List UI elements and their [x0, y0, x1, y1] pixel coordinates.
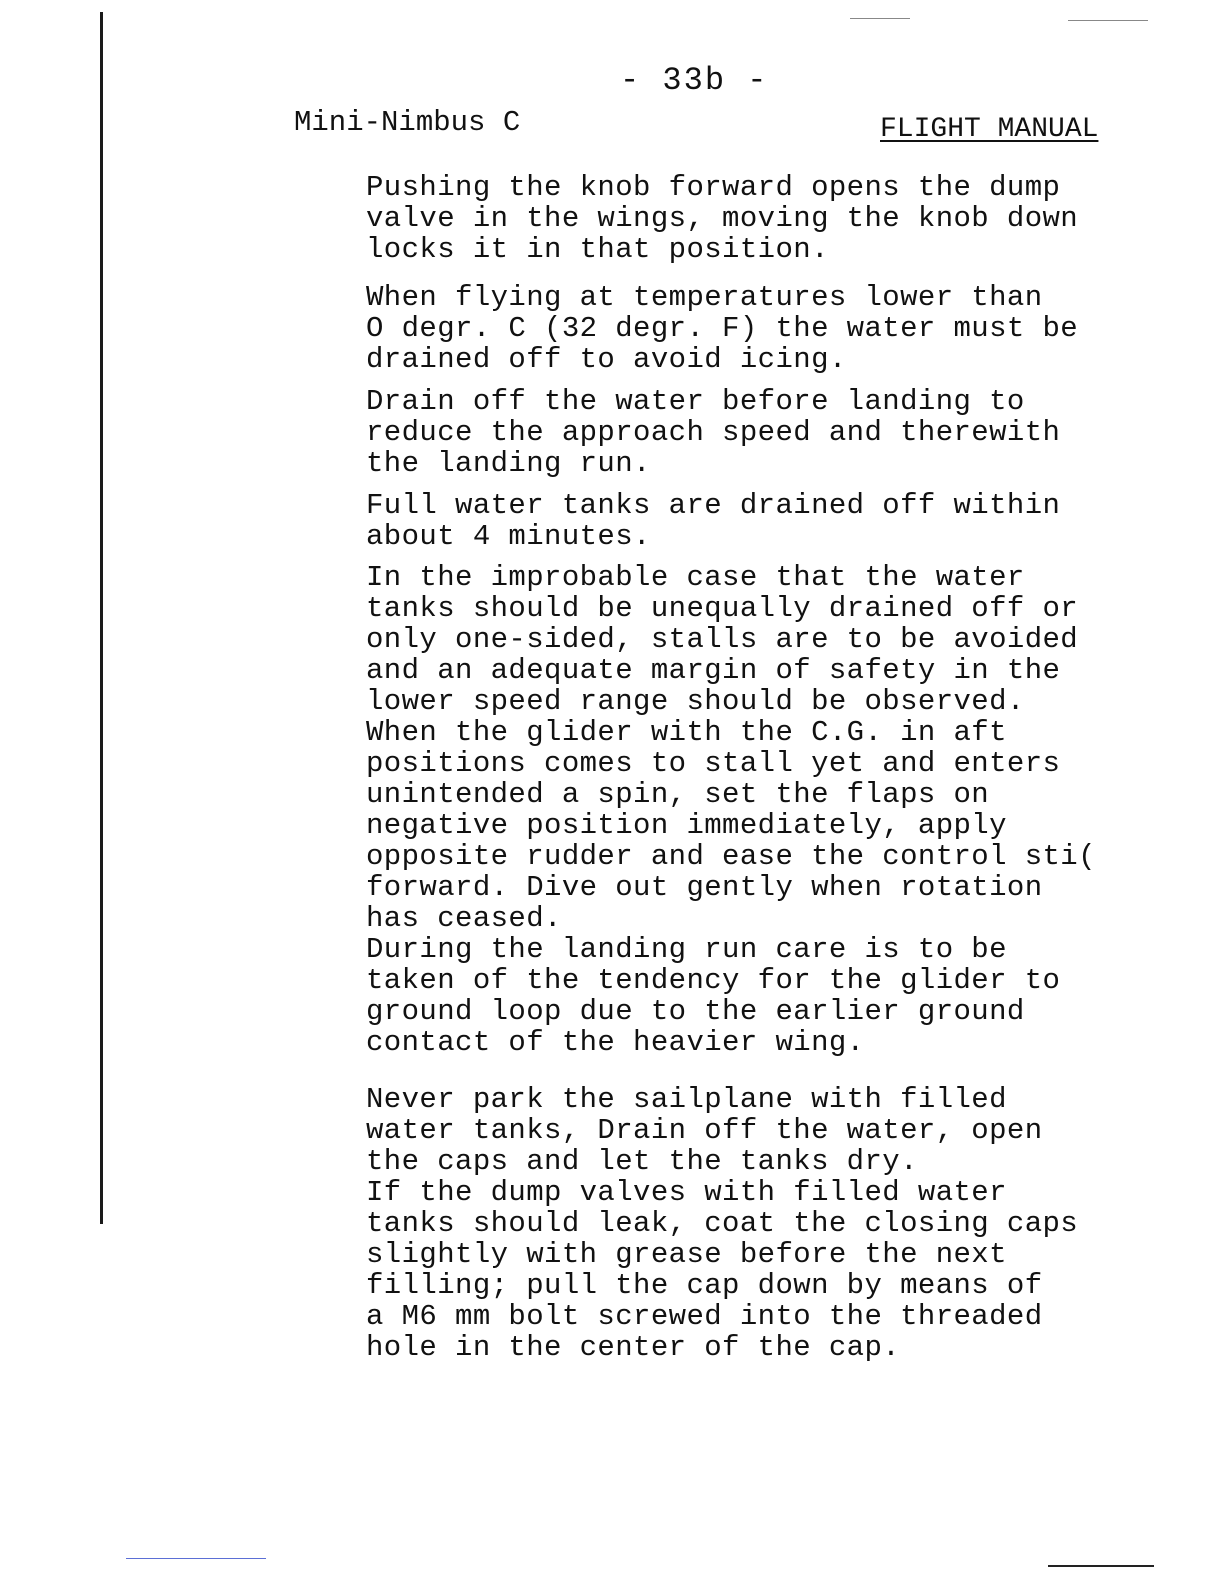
- paragraph-before-landing: Drain off the water before landing to reduce the approach speed and therewith the landing run.: [366, 385, 1061, 480]
- footer-rule-right: [1048, 1565, 1154, 1567]
- page-number: - 33b -: [620, 62, 769, 99]
- paragraph-unequal-drain: In the improbable case that the water tanks should be unequally drained off or only one-sided, stalls are to be avoided and an adequate margin of safety in the lower speed range should be observed. When the glider with the C.G. in aft positions comes to stall yet and enters unintended a spin, set the flaps on negative position immediately, apply opposite rudder and ease the control sti( forward. Dive out gently when rotation has ceased. During the landing run care is to be taken of the tendency for the glider to ground loop due to the earlier ground contact of the heavier wing.: [366, 561, 1096, 1059]
- scan-speckle: [850, 18, 910, 19]
- binding-margin-line: [100, 12, 103, 1224]
- document-label: FLIGHT MANUAL: [880, 114, 1099, 145]
- paragraph-parking: Never park the sailplane with filled water tanks, Drain off the water, open the caps and let the tanks dry. If the dump valves with filled water tanks should leak, coat the closing caps slightly with grease before the next filling; pull the cap down by means of a M6 mm bolt screwed into the threaded hole in the center of the cap.: [366, 1083, 1079, 1364]
- document-title: Mini-Nimbus C: [294, 106, 521, 139]
- paragraph-icing: When flying at temperatures lower than O degr. C (32 degr. F) the water must be drained off to avoid icing.: [366, 281, 1079, 376]
- footer-rule: [126, 1558, 266, 1559]
- scan-speckle: [1068, 20, 1148, 21]
- paragraph-dump-valve: Pushing the knob forward opens the dump valve in the wings, moving the knob down locks it in that position.: [366, 171, 1079, 266]
- paragraph-drain-time: Full water tanks are drained off within about 4 minutes.: [366, 489, 1061, 553]
